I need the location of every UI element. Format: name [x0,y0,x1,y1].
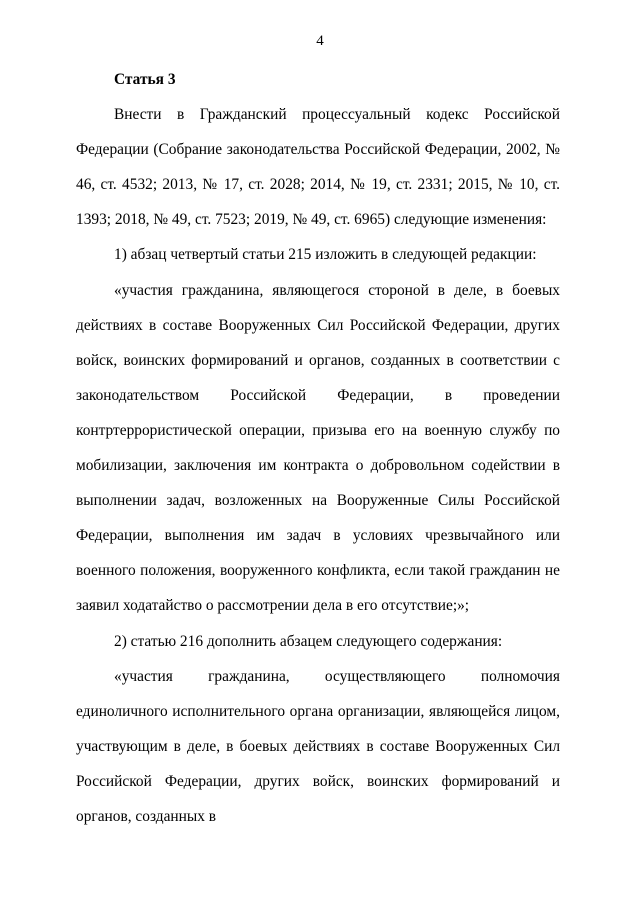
amendment-item-1-text: «участия гражданина, являющегося стороной в деле, в боевых действиях в составе Вооруженных Сил Российской Федерации, других войск, воинских формирований и органов, созданных в соответствии с законодательством Российской Федерации, в проведении контртеррористической операции, призыва его на военную службу по мобилизации, заключения им контракта о добровольном содействии в выполнении задач, возложенных на Вооруженные Силы Российской Федерации, выполнения им задач в условиях чрезвычайного или военного положения, вооруженного конфликта, если такой гражданин не заявил ходатайство о рассмотрении дела в его отсутствие;»; [76,281,560,615]
amendment-item-2-text: «участия гражданина, осуществляющего полномочия единоличного исполнительного органа организации, являющейся лицом, участвующим в деле, в боевых действиях в составе Вооруженных Сил Российской Федерации, других войск, воинских формирований и органов, созданных в [76,667,560,825]
amendment-item-2: 2) статью 216 дополнить абзацем следующего содержания: [114,632,503,650]
article-body [76,62,560,834]
page-number: 4 [316,33,324,49]
amendment-item-1: 1) абзац четвертый статьи 215 изложить в следующей редакции: [114,246,537,264]
article-title: Статья 3 [114,71,176,88]
intro-paragraph: Внести в Гражданский процессуальный кодекс Российской Федерации (Собрание законодательства Российской Федерации, 2002, № 46, ст. 4532; 2013, № 17, ст. 2028; 2014, № 19, ст. 2331; 2015, № 10, ст. 1393; 2018, № 49, ст. 7523; 2019, № 49, ст. 6965) следующие изменения: [76,106,560,229]
